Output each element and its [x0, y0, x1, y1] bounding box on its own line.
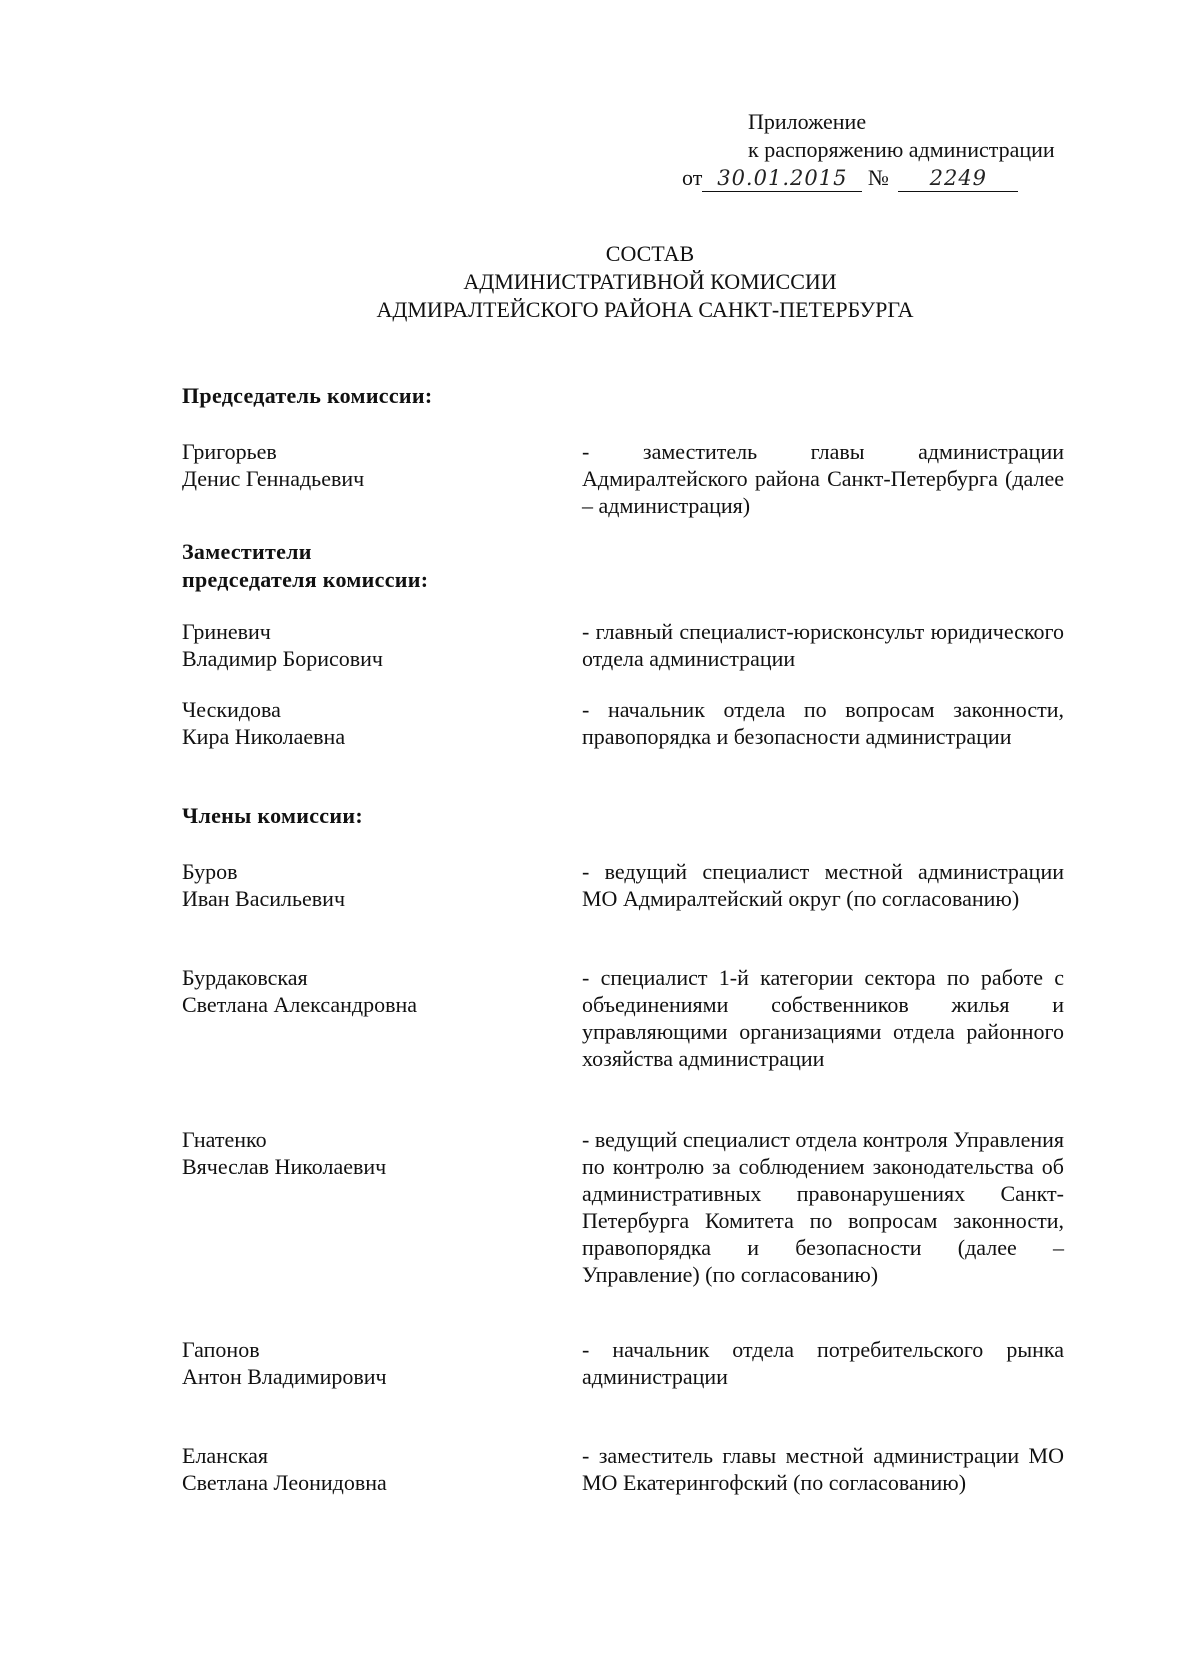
appendix-reference: к распоряжению администрации	[748, 137, 1055, 162]
person-given-names: Антон Владимирович	[182, 1364, 387, 1389]
person-name	[182, 1442, 562, 1496]
person-role: - начальник отдела по вопросам законности, правопорядка и безопасности администрации	[582, 697, 1064, 749]
appendix-header	[682, 108, 1055, 190]
person-surname: Буров	[182, 859, 238, 884]
person-role: - начальник отдела потребительского рынка администрации	[582, 1337, 1064, 1389]
person-role: - ведущий специалист местной администрации МО Адмиралтейский округ (по согласованию)	[582, 859, 1064, 911]
person-role: - заместитель главы местной администрации МО МО Екатерингофский (по согласованию)	[582, 1443, 1064, 1495]
person-given-names: Светлана Леонидовна	[182, 1470, 387, 1495]
deputies-heading-line-1: Заместители	[182, 539, 312, 564]
person-name	[182, 858, 562, 912]
person-name	[182, 696, 562, 750]
person-name	[182, 1126, 562, 1180]
person-role: - ведущий специалист отдела контроля Управления по контролю за соблюдением законодательства об административных правонарушениях Санкт-Петербурга Комитета по вопросам законности, правопорядка и безопасности (далее – Управление) (по согласованию)	[582, 1127, 1064, 1287]
appendix-title: Приложение	[748, 109, 867, 134]
person-surname: Еланская	[182, 1443, 268, 1468]
number-label: №	[867, 165, 889, 190]
person-name	[182, 438, 562, 492]
deputies-heading	[182, 538, 428, 594]
handwritten-date: 30.01.2015	[702, 165, 862, 192]
person-surname: Григорьев	[182, 439, 277, 464]
document-title	[360, 240, 940, 324]
person-surname: Гриневич	[182, 619, 271, 644]
person-surname: Ческидова	[182, 697, 281, 722]
person-role: - заместитель главы администрации Адмиралтейского района Санкт-Петербурга (далее – администрация)	[582, 439, 1064, 518]
person-surname: Гнатенко	[182, 1127, 267, 1152]
title-line-3: АДМИРАЛТЕЙСКОГО РАЙОНА САНКТ-ПЕТЕРБУРГА	[376, 297, 914, 322]
person-surname: Бурдаковская	[182, 965, 308, 990]
person-name	[182, 964, 562, 1018]
person-role: - специалист 1-й категории сектора по работе с объединениями собственников жилья и управляющими организациями отдела районного хозяйства администрации	[582, 965, 1064, 1071]
person-given-names: Кира Николаевна	[182, 724, 346, 749]
person-surname: Гапонов	[182, 1337, 260, 1362]
members-heading: Члены комиссии:	[182, 803, 363, 828]
person-given-names: Денис Геннадьевич	[182, 466, 365, 491]
title-line-2: АДМИНИСТРАТИВНОЙ КОМИССИИ	[463, 269, 837, 294]
person-given-names: Иван Васильевич	[182, 886, 346, 911]
date-prefix: от	[682, 165, 703, 190]
person-given-names: Владимир Борисович	[182, 646, 383, 671]
title-line-1: СОСТАВ	[605, 241, 695, 266]
person-given-names: Светлана Александровна	[182, 992, 418, 1017]
handwritten-number: 2249	[898, 165, 1018, 192]
person-name	[182, 618, 562, 672]
person-given-names: Вячеслав Николаевич	[182, 1154, 387, 1179]
person-role: - главный специалист-юрисконсульт юридического отдела администрации	[582, 619, 1064, 671]
appendix-date-line	[682, 164, 1018, 192]
chair-heading: Председатель комиссии:	[182, 383, 433, 408]
deputies-heading-line-2: председателя комиссии:	[182, 567, 429, 592]
person-name	[182, 1336, 562, 1390]
